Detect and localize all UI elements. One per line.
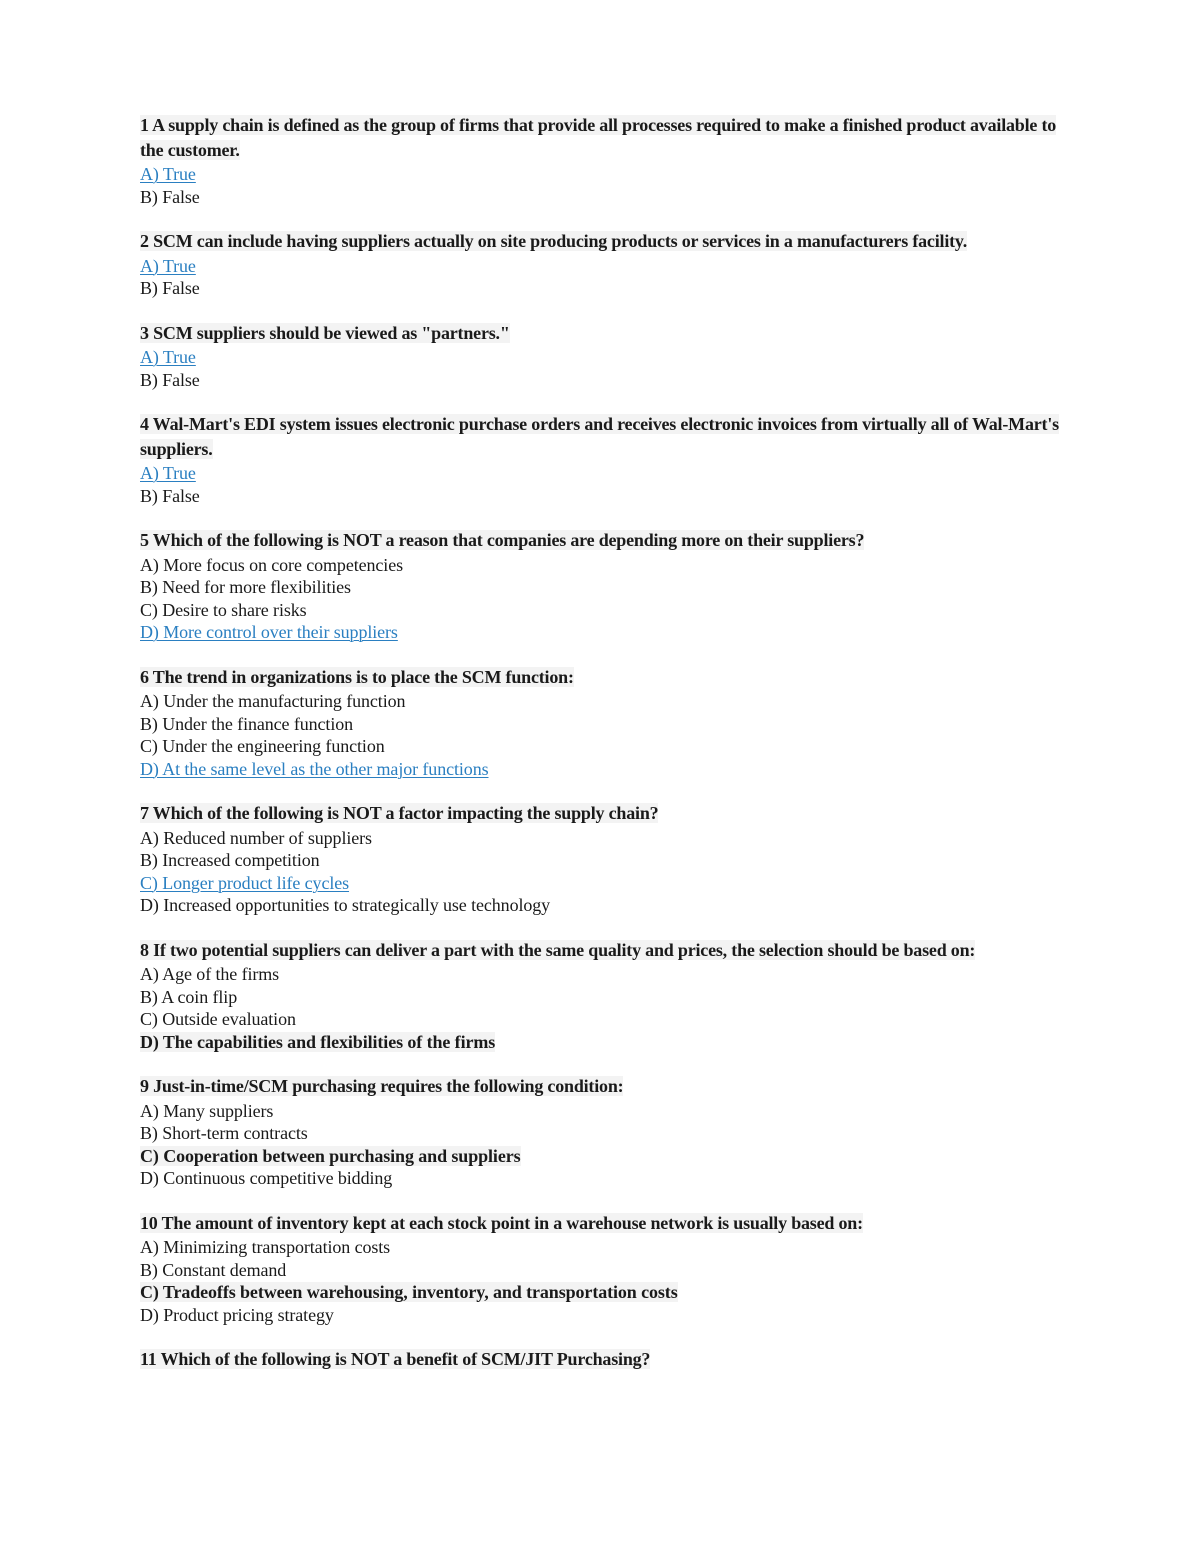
answer-option — [140, 894, 1060, 917]
question-block — [140, 666, 1060, 781]
question-text-line — [140, 230, 1060, 255]
answer-option-label: D) Continuous competitive bidding — [140, 1168, 393, 1188]
answer-option-link[interactable] — [140, 163, 1060, 186]
answer-option — [140, 1304, 1060, 1327]
answer-option — [140, 599, 1060, 622]
answer-option — [140, 1259, 1060, 1282]
question-text-line — [140, 1348, 1060, 1373]
answer-option — [140, 827, 1060, 850]
answer-option-label: D) Product pricing strategy — [140, 1304, 334, 1325]
answer-option-label: A) True — [140, 164, 196, 184]
answer-option-label: A) Under the manufacturing function — [140, 691, 406, 711]
answer-option-label: D) The capabilities and flexibilities of the firms — [140, 1031, 496, 1052]
answer-option-label: D) More control over their suppliers — [140, 622, 398, 642]
answer-option-label: B) A coin flip — [140, 986, 238, 1007]
answer-option-label: C) Cooperation between purchasing and suppliers — [140, 1145, 521, 1166]
question-block — [140, 529, 1060, 644]
question-text-line — [140, 114, 1060, 163]
answer-option — [140, 1008, 1060, 1031]
question-text: 4 Wal-Mart's EDI system issues electronic purchase orders and receives electronic invoices from virtually all of Wal-Mart's suppliers. — [140, 414, 1059, 459]
question-block — [140, 1212, 1060, 1327]
question-text: 10 The amount of inventory kept at each stock point in a warehouse network is usually based on: — [140, 1212, 863, 1233]
answer-option-link[interactable] — [140, 346, 1060, 369]
question-text: 5 Which of the following is NOT a reason that companies are depending more on their suppliers? — [140, 530, 865, 550]
question-text: 7 Which of the following is NOT a factor impacting the supply chain? — [140, 803, 659, 823]
answer-option-link[interactable] — [140, 255, 1060, 278]
question-text-line — [140, 1075, 1060, 1100]
answer-option — [140, 1100, 1060, 1123]
answer-option-link[interactable] — [140, 758, 1060, 781]
answer-option — [140, 1236, 1060, 1259]
question-text: 9 Just-in-time/SCM purchasing requires the following condition: — [140, 1076, 624, 1096]
answer-option — [140, 485, 1060, 508]
answer-option — [140, 1145, 1060, 1168]
answer-option — [140, 986, 1060, 1009]
answer-option-label: A) Minimizing transportation costs — [140, 1237, 391, 1257]
answer-option — [140, 1167, 1060, 1190]
question-block — [140, 114, 1060, 208]
answer-option — [140, 1031, 1060, 1054]
answer-option-label: D) At the same level as the other major functions — [140, 758, 489, 779]
question-block — [140, 1348, 1060, 1373]
answer-option-label: A) True — [140, 463, 196, 483]
answer-option-label: A) Many suppliers — [140, 1100, 274, 1121]
question-text-line — [140, 802, 1060, 827]
question-text-line — [140, 1212, 1060, 1237]
question-text-line — [140, 666, 1060, 691]
answer-option-label: A) More focus on core competencies — [140, 554, 403, 575]
answer-option-link[interactable] — [140, 462, 1060, 485]
question-block — [140, 230, 1060, 300]
question-text: 2 SCM can include having suppliers actually on site producing products or services in a manufacturers facility. — [140, 231, 968, 251]
question-text: 6 The trend in organizations is to place the SCM function: — [140, 666, 574, 687]
answer-option-label: B) False — [140, 186, 200, 207]
answer-option-label: C) Desire to share risks — [140, 599, 307, 620]
answer-option — [140, 849, 1060, 872]
answer-option-label: A) Age of the firms — [140, 964, 280, 984]
question-text-line — [140, 322, 1060, 347]
answer-option-label: C) Longer product life cycles — [140, 872, 350, 893]
question-block — [140, 322, 1060, 392]
answer-option-label: C) Outside evaluation — [140, 1009, 296, 1029]
question-text: 3 SCM suppliers should be viewed as "partners." — [140, 322, 510, 343]
question-text-line — [140, 529, 1060, 554]
answer-option-label: C) Under the engineering function — [140, 736, 385, 756]
question-text: 8 If two potential suppliers can deliver a part with the same quality and prices, the selection should be based on: — [140, 939, 976, 960]
question-text: 11 Which of the following is NOT a benefit of SCM/JIT Purchasing? — [140, 1349, 651, 1369]
question-block — [140, 802, 1060, 917]
answer-option — [140, 735, 1060, 758]
answer-option — [140, 554, 1060, 577]
answer-option — [140, 1122, 1060, 1145]
answer-option-label: B) Short-term contracts — [140, 1123, 308, 1143]
answer-option — [140, 576, 1060, 599]
question-text: 1 A supply chain is defined as the group of firms that provide all processes required to make a finished product available to the customer. — [140, 115, 1057, 160]
question-text-line — [140, 939, 1060, 964]
answer-option-label: B) Increased competition — [140, 850, 320, 870]
answer-option-label: B) Under the finance function — [140, 713, 354, 734]
answer-option-label: A) True — [140, 347, 196, 367]
answer-option-link[interactable] — [140, 621, 1060, 644]
question-block — [140, 413, 1060, 507]
answer-option — [140, 369, 1060, 392]
answer-option — [140, 963, 1060, 986]
answer-option-label: B) False — [140, 278, 200, 298]
answer-option — [140, 1281, 1060, 1304]
answer-option-label: A) Reduced number of suppliers — [140, 827, 372, 848]
answer-option — [140, 277, 1060, 300]
question-text-line — [140, 413, 1060, 462]
question-block — [140, 939, 1060, 1054]
quiz-document — [140, 114, 1060, 1395]
answer-option-link[interactable] — [140, 872, 1060, 895]
answer-option-label: C) Tradeoffs between warehousing, inventory, and transportation costs — [140, 1282, 678, 1302]
answer-option-label: B) False — [140, 369, 200, 390]
answer-option-label: A) True — [140, 255, 196, 276]
answer-option-label: B) False — [140, 485, 200, 506]
answer-option — [140, 690, 1060, 713]
answer-option-label: B) Need for more flexibilities — [140, 577, 351, 597]
answer-option — [140, 186, 1060, 209]
answer-option-label: B) Constant demand — [140, 1259, 287, 1280]
question-block — [140, 1075, 1060, 1190]
answer-option-label: D) Increased opportunities to strategically use technology — [140, 895, 551, 915]
answer-option — [140, 713, 1060, 736]
